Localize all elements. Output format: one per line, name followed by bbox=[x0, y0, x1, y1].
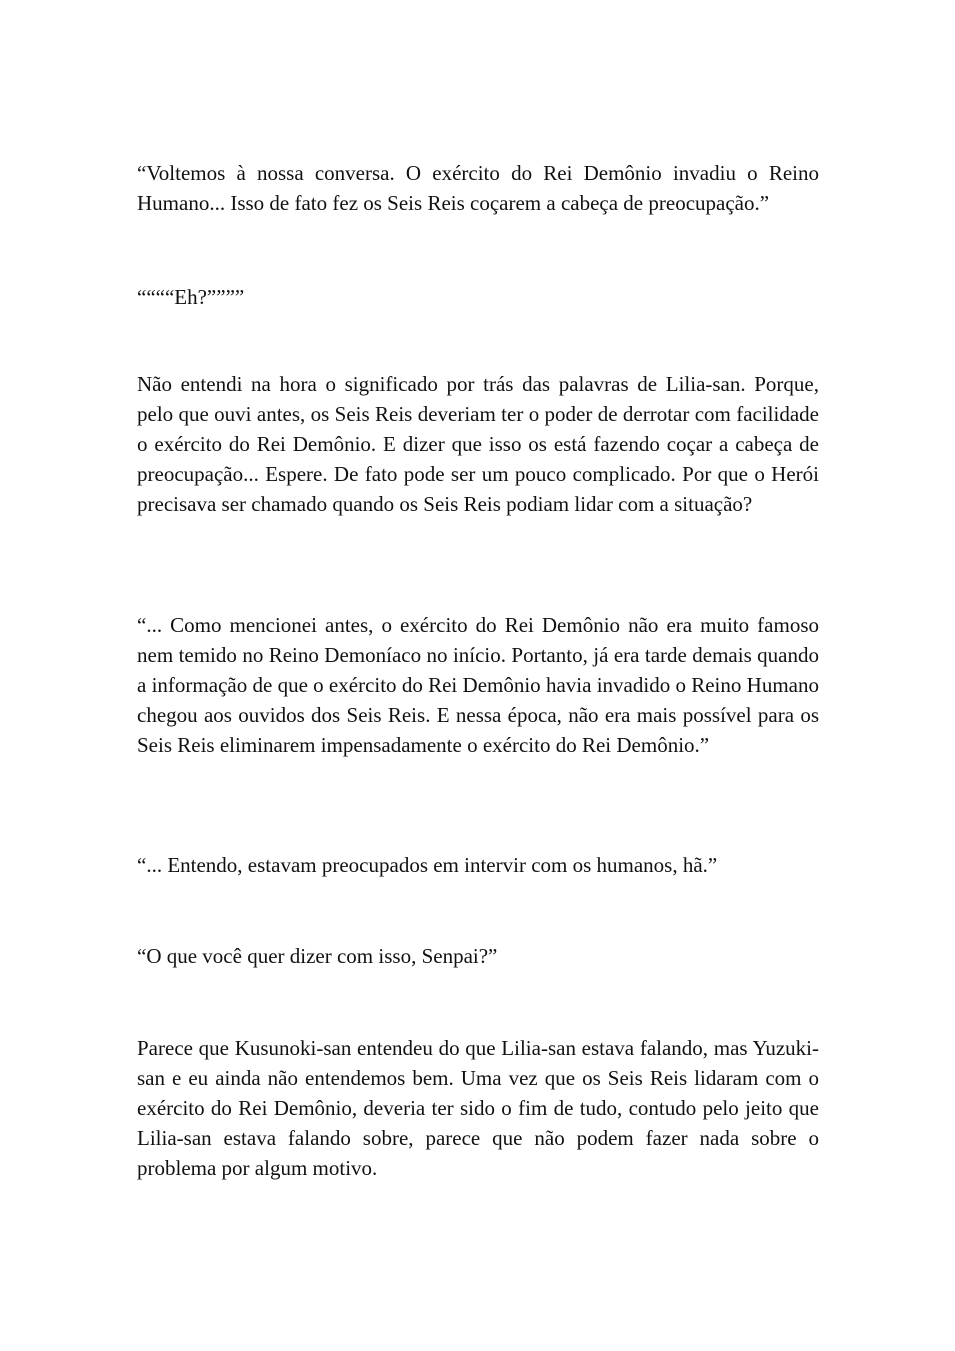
paragraph-7: Parece que Kusunoki-san entendeu do que Lilia-san estava falando, mas Yuzuki-san e eu ainda não entendemos bem. Uma vez que os Seis Reis lidaram com o exército do Rei Demônio, deveria ter sido o fim de tudo, contudo pelo jeito que Lilia-san estava falando sobre, parece que não podem fazer nada sobre o problema por algum motivo. bbox=[137, 1036, 819, 1180]
paragraph-2: ““““Eh?”””” bbox=[137, 285, 245, 309]
paragraph-3: Não entendi na hora o significado por trás das palavras de Lilia-san. Porque, pelo que ouvi antes, os Seis Reis deveriam ter o poder de derrotar com facilidade o exército do Rei Demônio. E dizer que isso os está fazendo coçar a cabeça de preocupação... Espere. De fato pode ser um pouco complicado. Por que o Herói precisava ser chamado quando os Seis Reis podiam lidar com a situação? bbox=[137, 372, 819, 516]
paragraph-5: “... Entendo, estavam preocupados em intervir com os humanos, hã.” bbox=[137, 853, 718, 877]
paragraph-4: “... Como mencionei antes, o exército do Rei Demônio não era muito famoso nem temido no Reino Demoníaco no início. Portanto, já era tarde demais quando a informação de que o exército do Rei Demônio havia invadido o Reino Humano chegou aos ouvidos dos Seis Reis. E nessa época, não era mais possível para os Seis Reis eliminarem impensadamente o exército do Rei Demônio.” bbox=[137, 613, 819, 757]
paragraph-1: “Voltemos à nossa conversa. O exército do Rei Demônio invadiu o Reino Humano... Isso de fato fez os Seis Reis coçarem a cabeça de preocupação.” bbox=[137, 161, 819, 215]
paragraph-6: “O que você quer dizer com isso, Senpai?” bbox=[137, 944, 498, 968]
